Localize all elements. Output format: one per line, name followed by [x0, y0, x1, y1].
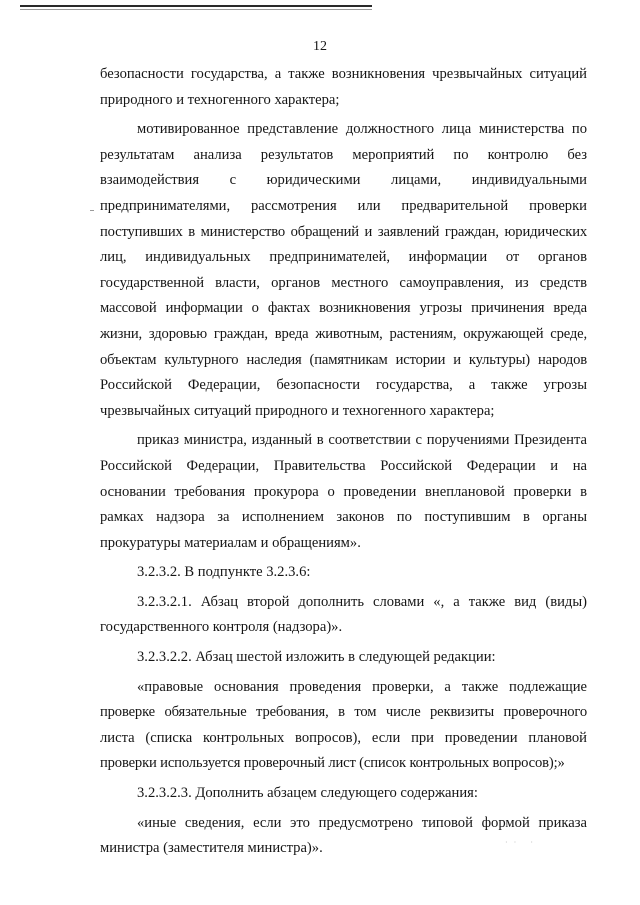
paragraph [100, 117, 587, 424]
text-line: Российской Федерации, безопасности государства, а также угрозы [100, 377, 587, 394]
document-body [100, 62, 587, 866]
paragraph [100, 62, 587, 113]
text-line: жизни, здоровью граждан, вреда животным, растениям, окружающей среде, [100, 325, 587, 342]
text-line: 3.2.3.2.2. Абзац шестой изложить в следующей редакции: [137, 649, 496, 666]
text-line: предпринимателями, рассмотрения или предварительной проверки [100, 197, 587, 214]
text-line: министра (заместителя министра)». [100, 840, 323, 857]
text-line: листа (списка контрольных вопросов), если при проведении плановой [100, 729, 587, 746]
text-line: лиц, индивидуальных предпринимателей, информации от органов [100, 249, 587, 266]
page-number: 12 [313, 39, 327, 54]
text-line: объектам культурного наследия (памятникам истории и культуры) народов [100, 351, 587, 368]
text-line: взаимодействия с юридическими лицами, индивидуальными [100, 172, 587, 189]
text-line: 3.2.3.2.1. Абзац второй дополнить словами «, а также вид (виды) [137, 593, 587, 610]
scan-specks: ·· · [505, 838, 539, 847]
text-line: «иные сведения, если это предусмотрено типовой формой приказа [137, 814, 587, 831]
text-line: Российской Федерации, Правительства Российской Федерации и на [100, 457, 587, 474]
text-line: прокуратуры материалам и обращениям». [100, 534, 361, 551]
text-line: поступивших в министерство обращений и заявлений граждан, юридических [100, 223, 587, 240]
text-line: рамках надзора за исполнением законов по поступившим в органы [100, 509, 587, 526]
text-line: чрезвычайных ситуаций природного и техногенного характера; [100, 402, 495, 419]
margin-mark [90, 210, 94, 211]
text-line: приказ министра, изданный в соответствии с поручениями Президента [137, 432, 587, 449]
text-line: безопасности государства, а также возникновения чрезвычайных ситуаций [100, 66, 587, 82]
top-border-rule-thin [20, 9, 372, 10]
paragraph [100, 590, 587, 641]
text-line: проверке обязательные требования, в том числе реквизиты проверочного [100, 704, 587, 721]
paragraph [100, 428, 587, 556]
text-line: государственного контроля (надзора)». [100, 619, 343, 636]
text-line: 3.2.3.2. В подпункте 3.2.3.6: [137, 564, 311, 581]
text-line: природного и техногенного характера; [100, 91, 340, 108]
text-line: «правовые основания проведения проверки, а также подлежащие [137, 678, 587, 695]
paragraph [100, 560, 587, 586]
text-line: мотивированное представление должностного лица министерства по [137, 121, 587, 138]
paragraph [100, 811, 587, 862]
text-line: 3.2.3.2.3. Дополнить абзацем следующего содержания: [137, 785, 478, 802]
text-line: государственной власти, органов местного самоуправления, из средств [100, 274, 587, 291]
text-line: основании требования прокурора о проведении внеплановой проверки в [100, 483, 587, 500]
paragraph [100, 645, 587, 671]
text-line: проверки используется проверочный лист (список контрольных вопросов);» [100, 755, 565, 772]
top-border-rule [20, 5, 372, 7]
text-line: результатам анализа результатов мероприятий по контролю без [100, 146, 587, 163]
text-line: массовой информации о фактах возникновения угрозы причинения вреда [100, 300, 587, 317]
paragraph [100, 781, 587, 807]
paragraph [100, 675, 587, 777]
